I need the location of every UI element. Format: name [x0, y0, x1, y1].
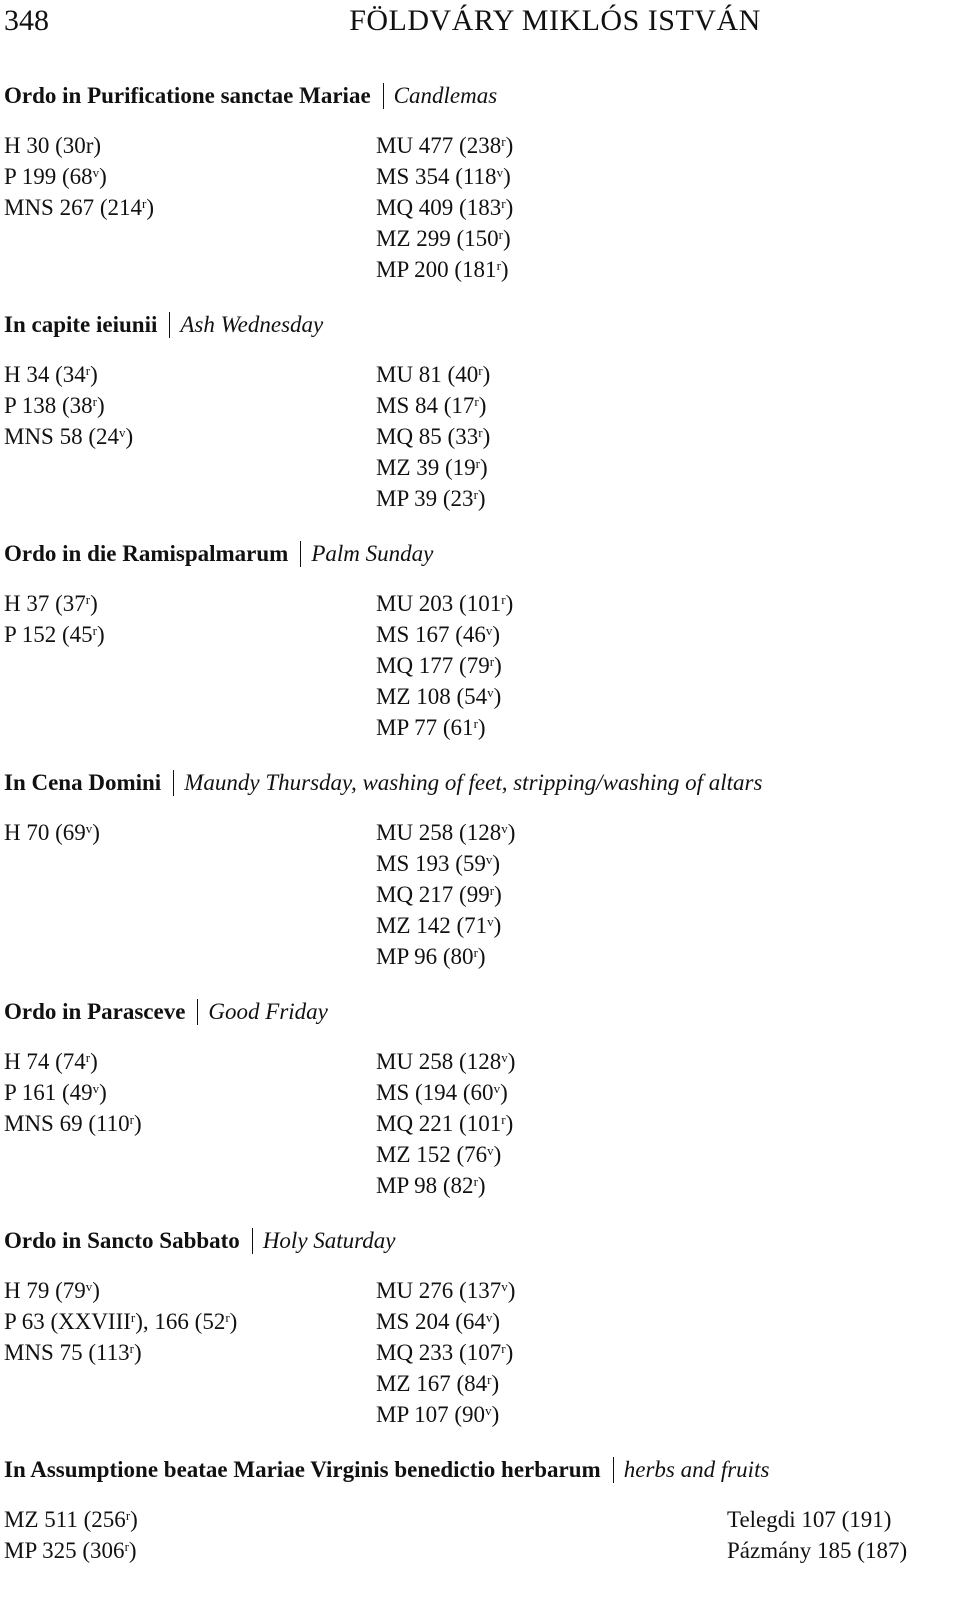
source-entry: [4, 1108, 142, 1139]
section-heading: [4, 538, 944, 570]
source-entry: [4, 1504, 138, 1535]
folio-text: MS 193 (59: [376, 851, 486, 876]
folio-side: v: [485, 852, 493, 867]
folio-text: MQ 233 (107: [376, 1340, 502, 1365]
folio-side: v: [501, 1279, 508, 1294]
folio-side: r: [473, 716, 478, 731]
folio-side: v: [485, 623, 493, 638]
source-entry: [376, 483, 490, 514]
section-heading: [4, 996, 944, 1028]
folio-side: r: [496, 258, 501, 273]
folio-text: MQ 217 (99: [376, 882, 490, 907]
separator-bar: [173, 770, 174, 796]
folio-text: P 199 (68: [4, 164, 93, 189]
folio-text-end: ): [492, 1309, 501, 1334]
source-entry: [376, 910, 515, 941]
left-column: [4, 359, 133, 452]
english-title: Palm Sunday: [311, 541, 434, 566]
folio-side: r: [473, 487, 478, 502]
folio-text-end: ): [96, 393, 105, 418]
source-entry: [376, 192, 513, 223]
folio-side: r: [501, 134, 506, 149]
left-column: [4, 588, 105, 650]
source-entry: [4, 619, 105, 650]
source-entry: [376, 848, 515, 879]
source-entry: [376, 130, 513, 161]
folio-text: MU 258 (128: [376, 1049, 502, 1074]
folio-side: r: [85, 1050, 91, 1065]
folio-text: MU 276 (137: [376, 1278, 502, 1303]
source-entry: [376, 1337, 515, 1368]
folio-side: v: [485, 1310, 493, 1325]
folio-text: MP 98 (82: [376, 1173, 474, 1198]
folio-text-end: ): [505, 1340, 514, 1365]
folio-text-end: ): [477, 944, 486, 969]
folio-side: r: [142, 196, 147, 211]
folio-side: r: [501, 1341, 506, 1356]
source-entry: [4, 1306, 237, 1337]
source-entry: [4, 161, 154, 192]
section-heading: [4, 309, 944, 341]
folio-text-end: ): [507, 820, 516, 845]
folio-side: r: [92, 623, 97, 638]
source-entry: [376, 588, 513, 619]
source-entry: [4, 588, 105, 619]
folio-text-end: ): [482, 362, 491, 387]
folio-text-end: ): [500, 1080, 508, 1105]
latin-title: Ordo in Parasceve: [4, 999, 186, 1024]
separator-bar: [252, 1228, 253, 1254]
folio-text: MZ 39 (19: [376, 455, 476, 480]
source-entry: [376, 1077, 515, 1108]
folio-text-end: ), 166 (52: [135, 1309, 226, 1334]
rite-section: [4, 309, 944, 511]
right-column: [376, 359, 490, 514]
folio-text: MNS 267 (214: [4, 195, 143, 220]
folio-text: MZ 299 (150: [376, 226, 499, 251]
source-entry: [376, 879, 515, 910]
folio-text: MZ 511 (256: [4, 1507, 126, 1532]
rite-section: [4, 1225, 944, 1427]
folio-text: P 161 (49: [4, 1080, 93, 1105]
english-title: Ash Wednesday: [180, 312, 324, 337]
folio-text-end: ): [507, 1278, 516, 1303]
page-number: 348: [4, 4, 49, 37]
english-title: Candlemas: [393, 83, 498, 108]
folio-text: MP 39 (23: [376, 486, 474, 511]
folio-text: MS (194 (60: [376, 1080, 494, 1105]
separator-bar: [613, 1457, 614, 1483]
source-entry: [376, 817, 515, 848]
folio-text-end: ): [500, 257, 509, 282]
folio-text: MP 77 (61: [376, 715, 474, 740]
folio-side: v: [92, 165, 100, 180]
source-entry: [4, 1077, 142, 1108]
folio-text-end: ): [505, 195, 514, 220]
folio-text-end: ): [90, 362, 98, 387]
folio-text: P 138 (38: [4, 393, 93, 418]
folio-text: MZ 142 (71: [376, 913, 488, 938]
folio-text: P 63 (XXVIII: [4, 1309, 131, 1334]
folio-side: v: [493, 1081, 501, 1096]
folio-text: MS 354 (118: [376, 164, 497, 189]
english-title: herbs and fruits: [623, 1457, 770, 1482]
section-heading: [4, 1225, 944, 1257]
section-heading: [4, 1454, 944, 1486]
folio-side: v: [85, 1279, 93, 1294]
folio-text-end: ): [99, 164, 107, 189]
right-column: [376, 1275, 515, 1430]
folio-text-end: ): [493, 1142, 502, 1167]
folio-text-end: ): [492, 622, 501, 647]
folio-text-end: ): [90, 591, 98, 616]
source-entry: [376, 650, 513, 681]
source-entry: [376, 619, 513, 650]
source-entry: [376, 1368, 515, 1399]
left-column: [4, 1046, 142, 1139]
left-column: [4, 1504, 138, 1566]
source-entry: [727, 1504, 907, 1535]
folio-text: MZ 108 (54: [376, 684, 488, 709]
folio-text-end: ): [146, 195, 155, 220]
folio-side: r: [129, 1112, 135, 1127]
folio-side: r: [498, 227, 504, 242]
folio-text: MQ 221 (101: [376, 1111, 502, 1136]
folio-side: r: [475, 456, 481, 471]
folio-text: H 34 (34: [4, 362, 86, 387]
section-heading: [4, 767, 944, 799]
page-header: [4, 4, 956, 44]
folio-side: v: [496, 165, 504, 180]
latin-title: Ordo in Purificatione sanctae Mariae: [4, 83, 371, 108]
folio-text-end: ): [229, 1309, 238, 1334]
right-column: [376, 1046, 515, 1201]
folio-side: v: [119, 425, 126, 440]
source-entry: [376, 1046, 515, 1077]
folio-side: v: [487, 914, 494, 929]
source-entry: [376, 390, 490, 421]
source-entry: [376, 161, 513, 192]
folio-text-end: ): [505, 133, 514, 158]
folio-side: r: [129, 1341, 135, 1356]
folio-text: P 152 (45: [4, 622, 93, 647]
source-entry: [376, 712, 513, 743]
folio-text-end: ): [482, 424, 491, 449]
folio-text-end: ): [90, 1049, 98, 1074]
running-head: FÖLDVÁRY MIKLÓS ISTVÁN: [349, 4, 761, 37]
folio-side: r: [474, 394, 479, 409]
rite-section: [4, 538, 944, 740]
folio-text: Pázmány 185 (187): [727, 1538, 908, 1563]
folio-text-end: ): [505, 591, 514, 616]
folio-text-end: ): [134, 1340, 142, 1365]
latin-title: In Cena Domini: [4, 770, 162, 795]
english-title: Maundy Thursday, washing of feet, stripping/washing of altars: [184, 770, 763, 795]
far-right-column: [727, 1504, 907, 1566]
folio-text-end: ): [478, 393, 487, 418]
folio-text-end: ): [125, 424, 134, 449]
source-entry: [376, 421, 490, 452]
folio-text-end: ): [494, 653, 502, 678]
english-title: Good Friday: [208, 999, 328, 1024]
source-entry: [376, 681, 513, 712]
folio-text: MS 84 (17: [376, 393, 475, 418]
source-entry: [4, 1535, 138, 1566]
rite-section: [4, 1454, 944, 1563]
separator-bar: [383, 83, 384, 109]
source-entry: [4, 390, 133, 421]
folio-text-end: ): [493, 684, 502, 709]
folio-side: r: [473, 1174, 478, 1189]
folio-text: MNS 75 (113: [4, 1340, 130, 1365]
separator-bar: [197, 999, 198, 1025]
folio-text: MQ 409 (183: [376, 195, 502, 220]
folio-text-end: ): [505, 1111, 514, 1136]
folio-side: r: [124, 1539, 129, 1554]
source-entry: [4, 359, 133, 390]
folio-text-end: ): [491, 1371, 500, 1396]
rite-section: [4, 996, 944, 1198]
folio-text-end: ): [96, 622, 105, 647]
source-entry: [4, 1046, 142, 1077]
source-entry: [4, 817, 100, 848]
source-entry: [376, 223, 513, 254]
folio-side: r: [501, 592, 506, 607]
folio-text: MS 204 (64: [376, 1309, 486, 1334]
folio-text-end: ): [92, 1278, 100, 1303]
right-column: [376, 588, 513, 743]
source-entry: [4, 1275, 237, 1306]
source-entry: [376, 1139, 515, 1170]
folio-text-end: ): [494, 882, 502, 907]
folio-text: MNS 58 (24: [4, 424, 120, 449]
folio-text-end: ): [134, 1111, 142, 1136]
folio-side: v: [487, 1143, 494, 1158]
folio-text: MP 107 (90: [376, 1402, 486, 1427]
folio-text-end: ): [492, 851, 501, 876]
left-column: [4, 130, 154, 223]
folio-side: v: [85, 821, 93, 836]
folio-side: r: [501, 196, 506, 211]
rite-section: [4, 80, 944, 282]
folio-side: v: [501, 1050, 508, 1065]
source-entry: [4, 421, 133, 452]
separator-bar: [300, 541, 301, 567]
folio-text-end: ): [477, 715, 486, 740]
folio-text: MZ 167 (84: [376, 1371, 488, 1396]
folio-side: r: [487, 1372, 492, 1387]
folio-side: r: [92, 394, 97, 409]
folio-text-end: ): [503, 226, 511, 251]
folio-text: MU 203 (101: [376, 591, 502, 616]
folio-text: MZ 152 (76: [376, 1142, 488, 1167]
latin-title: Ordo in die Ramispalmarum: [4, 541, 289, 566]
left-column: [4, 1275, 237, 1368]
folio-side: v: [487, 685, 494, 700]
folio-side: r: [125, 1508, 131, 1523]
folio-text: H 30 (30r): [4, 133, 102, 158]
folio-side: r: [85, 363, 91, 378]
folio-side: r: [478, 425, 483, 440]
folio-text: MQ 85 (33: [376, 424, 479, 449]
source-entry: [4, 130, 154, 161]
folio-text-end: ): [477, 486, 486, 511]
latin-title: Ordo in Sancto Sabbato: [4, 1228, 240, 1253]
separator-bar: [169, 312, 170, 338]
source-entry: [376, 1108, 515, 1139]
folio-side: r: [489, 883, 495, 898]
folio-side: v: [501, 821, 508, 836]
source-entry: [4, 192, 154, 223]
folio-text-end: ): [99, 1080, 107, 1105]
source-entry: [376, 1399, 515, 1430]
source-entry: [376, 1170, 515, 1201]
folio-text-end: ): [477, 1173, 486, 1198]
folio-side: r: [130, 1310, 136, 1325]
section-heading: [4, 80, 944, 112]
folio-text: MS 167 (46: [376, 622, 486, 647]
folio-side: r: [501, 1112, 506, 1127]
folio-text: H 79 (79: [4, 1278, 86, 1303]
folio-text-end: ): [130, 1507, 138, 1532]
folio-side: r: [225, 1310, 230, 1325]
folio-text: MU 81 (40: [376, 362, 479, 387]
folio-text: MP 200 (181: [376, 257, 497, 282]
source-entry: [376, 452, 490, 483]
folio-text: Telegdi 107 (191): [727, 1507, 892, 1532]
folio-side: v: [485, 1403, 492, 1418]
folio-side: r: [478, 363, 483, 378]
english-title: Holy Saturday: [262, 1228, 396, 1253]
folio-side: r: [489, 654, 495, 669]
source-entry: [376, 254, 513, 285]
left-column: [4, 817, 100, 848]
latin-title: In Assumptione beatae Mariae Virginis benedictio herbarum: [4, 1457, 601, 1482]
folio-text: MNS 69 (110: [4, 1111, 130, 1136]
folio-text: MU 258 (128: [376, 820, 502, 845]
source-entry: [376, 359, 490, 390]
folio-text: MQ 177 (79: [376, 653, 490, 678]
latin-title: In capite ieiunii: [4, 312, 158, 337]
folio-text-end: ): [493, 913, 502, 938]
folio-text-end: ): [507, 1049, 516, 1074]
right-column: [376, 130, 513, 285]
folio-text: H 37 (37: [4, 591, 86, 616]
folio-text-end: ): [503, 164, 511, 189]
folio-side: r: [85, 592, 91, 607]
folio-text: MP 96 (80: [376, 944, 474, 969]
source-entry: [727, 1535, 907, 1566]
source-entry: [376, 1306, 515, 1337]
folio-text: H 74 (74: [4, 1049, 86, 1074]
folio-text-end: ): [128, 1538, 137, 1563]
folio-text-end: ): [480, 455, 488, 480]
source-entry: [376, 1275, 515, 1306]
source-entry: [4, 1337, 237, 1368]
right-column: [376, 817, 515, 972]
folio-text: MP 325 (306: [4, 1538, 125, 1563]
folio-text: H 70 (69: [4, 820, 86, 845]
folio-text-end: ): [92, 820, 100, 845]
folio-side: r: [473, 945, 478, 960]
source-entry: [376, 941, 515, 972]
rite-section: [4, 767, 944, 969]
folio-text-end: ): [491, 1402, 500, 1427]
folio-side: v: [92, 1081, 100, 1096]
folio-text: MU 477 (238: [376, 133, 502, 158]
